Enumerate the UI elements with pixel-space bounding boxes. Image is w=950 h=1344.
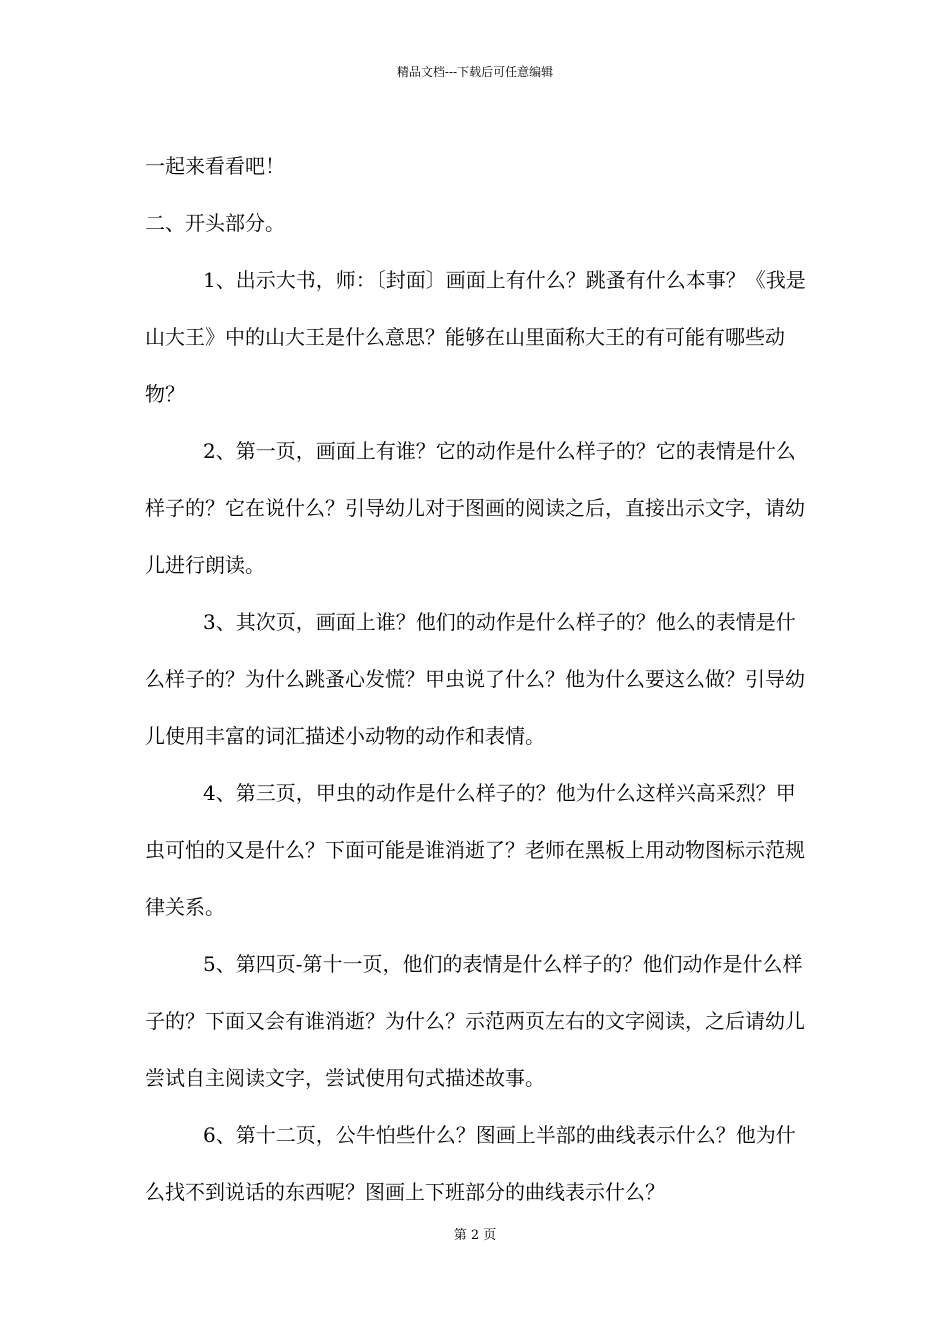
paragraph-step-4: 4、第三页，甲虫的动作是什么样子的？他为什么这样兴高采烈？甲虫可怕的又是什么？下面可能是谁消逝了？老师在黑板上用动物图标示范规律关系。 [145,781,805,919]
footer-prefix: 第 [453,1228,467,1243]
paragraph-step-5: 5、第四页-第十一页，他们的表情是什么样子的？他们动作是什么样子的？下面又会有谁消逝？为什么？示范两页左右的文字阅读，之后请幼儿尝试自主阅读文字，尝试使用句式描述故事。 [145,952,805,1090]
paragraph-step-2: 2、第一页，画面上有谁？它的动作是什么样子的？它的表情是什么样子的？它在说什么？引导幼儿对于图画的阅读之后，直接出示文字，请幼儿进行朗读。 [145,439,805,577]
document-body [145,138,810,1221]
section-heading-opening: 二、开头部分。 [145,211,285,235]
page-header [0,64,950,80]
paragraph-step-6: 6、第十二页，公牛怕些什么？图画上半部的曲线表示什么？他为什么找不到说话的东西呢？图画上下班部分的曲线表示什么？ [145,1123,796,1204]
paragraph-step-3: 3、其次页，画面上谁？他们的动作是什么样子的？他么的表情是什么样子的？为什么跳蚤心发慌？甲虫说了什么？他为什么要这么做？引导幼儿使用丰富的词汇描述小动物的动作和表情。 [145,610,805,748]
footer-suffix: 页 [483,1228,497,1243]
footer-page-number: 2 [470,1228,480,1243]
paragraph-intro-end: 一起来看看吧！ [145,154,285,178]
page-footer [0,1228,950,1244]
header-text: 精品文档---下载后可任意编辑 [396,65,554,79]
paragraph-step-1: 1、出示大书，师：〔封面〕画面上有什么？跳蚤有什么本事？《我是山大王》中的山大王是什么意思？能够在山里面称大王的有可能有哪些动物？ [145,268,806,406]
